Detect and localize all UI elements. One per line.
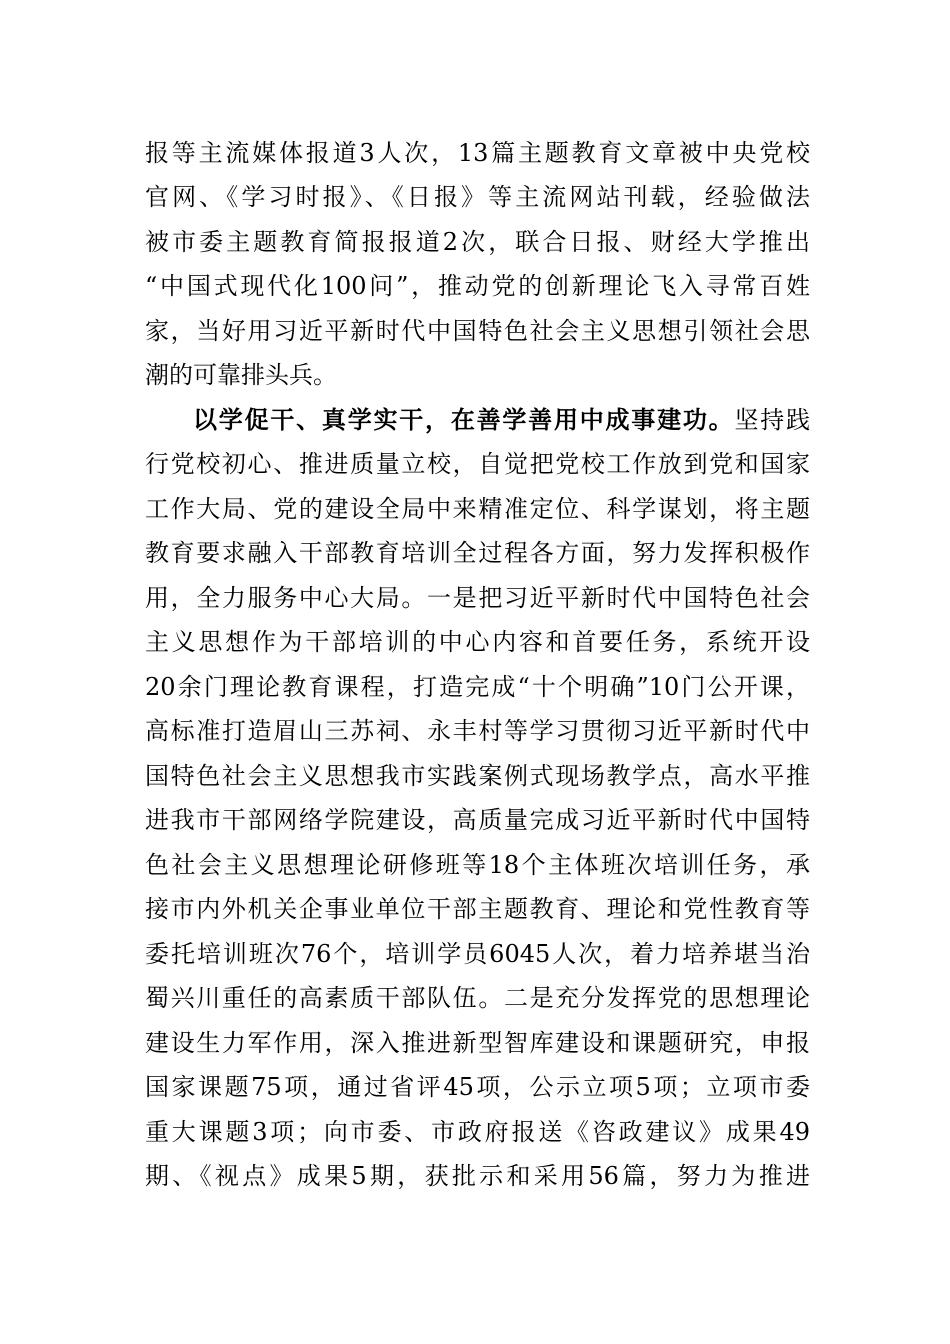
body-text-line: 国特色社会主义思想我市实践案例式现场教学点，高水平推	[145, 762, 810, 790]
body-text-line: 建设生力军作用，深入推进新型智库建设和课题研究，申报	[145, 1029, 810, 1057]
body-text-line: 进我市干部网络学院建设，高质量完成习近平新时代中国特	[145, 806, 810, 834]
body-text-line: 工作大局、党的建设全局中来精准定位、科学谋划，将主题	[145, 495, 810, 523]
paragraph-first-line	[193, 398, 810, 442]
body-text-line: 行党校初心、推进质量立校，自觉把党校工作放到党和国家	[145, 450, 810, 478]
body-text-line: “中国式现代化100问”，推动党的创新理论飞入寻常百姓	[145, 272, 810, 300]
body-text-line: 高标准打造眉山三苏祠、永丰村等学习贯彻习近平新时代中	[145, 717, 810, 745]
body-text-line: 委托培训班次76个，培训学员6045人次，着力培养堪当治	[145, 940, 810, 968]
body-text-line: 官网、《学习时报》、《日报》等主流网站刊载，经验做法	[145, 183, 810, 211]
body-text-line: 潮的可靠排头兵。	[145, 361, 337, 389]
body-text-line: 主义思想作为干部培训的中心内容和首要任务，系统开设	[145, 628, 810, 656]
body-text-line: 国家课题75项，通过省评45项，公示立项5项；立项市委	[145, 1073, 810, 1101]
body-text-line: 期、《视点》成果5期，获批示和采用56篇，努力为推进	[145, 1162, 810, 1190]
body-text-line: 色社会主义思想理论研修班等18个主体班次培训任务，承	[145, 851, 810, 879]
body-text-line: 20余门理论教育课程，打造完成“十个明确”10门公开课，	[145, 673, 810, 701]
body-text-line: 接市内外机关企事业单位干部主题教育、理论和党性教育等	[145, 895, 810, 923]
body-text-line: 家，当好用习近平新时代中国特色社会主义思想引领社会思	[145, 317, 810, 345]
body-text-line: 报等主流媒体报道3人次，13篇主题教育文章被中央党校	[145, 139, 810, 167]
body-text-line: 被市委主题教育简报报道2次，联合日报、财经大学推出	[145, 228, 810, 256]
body-text-line: 蜀兴川重任的高素质干部队伍。二是充分发挥党的思想理论	[145, 984, 810, 1012]
body-text-line: 教育要求融入干部教育培训全过程各方面，努力发挥积极作	[145, 539, 810, 567]
paragraph-heading: 以学促干、真学实干，在善学善用中成事建功。	[193, 405, 735, 434]
body-text-line: 重大课题3项；向市委、市政府报送《咨政建议》成果49	[145, 1118, 810, 1146]
body-text-span: 坚持践	[734, 406, 811, 434]
body-text-line: 用，全力服务中心大局。一是把习近平新时代中国特色社会	[145, 584, 810, 612]
